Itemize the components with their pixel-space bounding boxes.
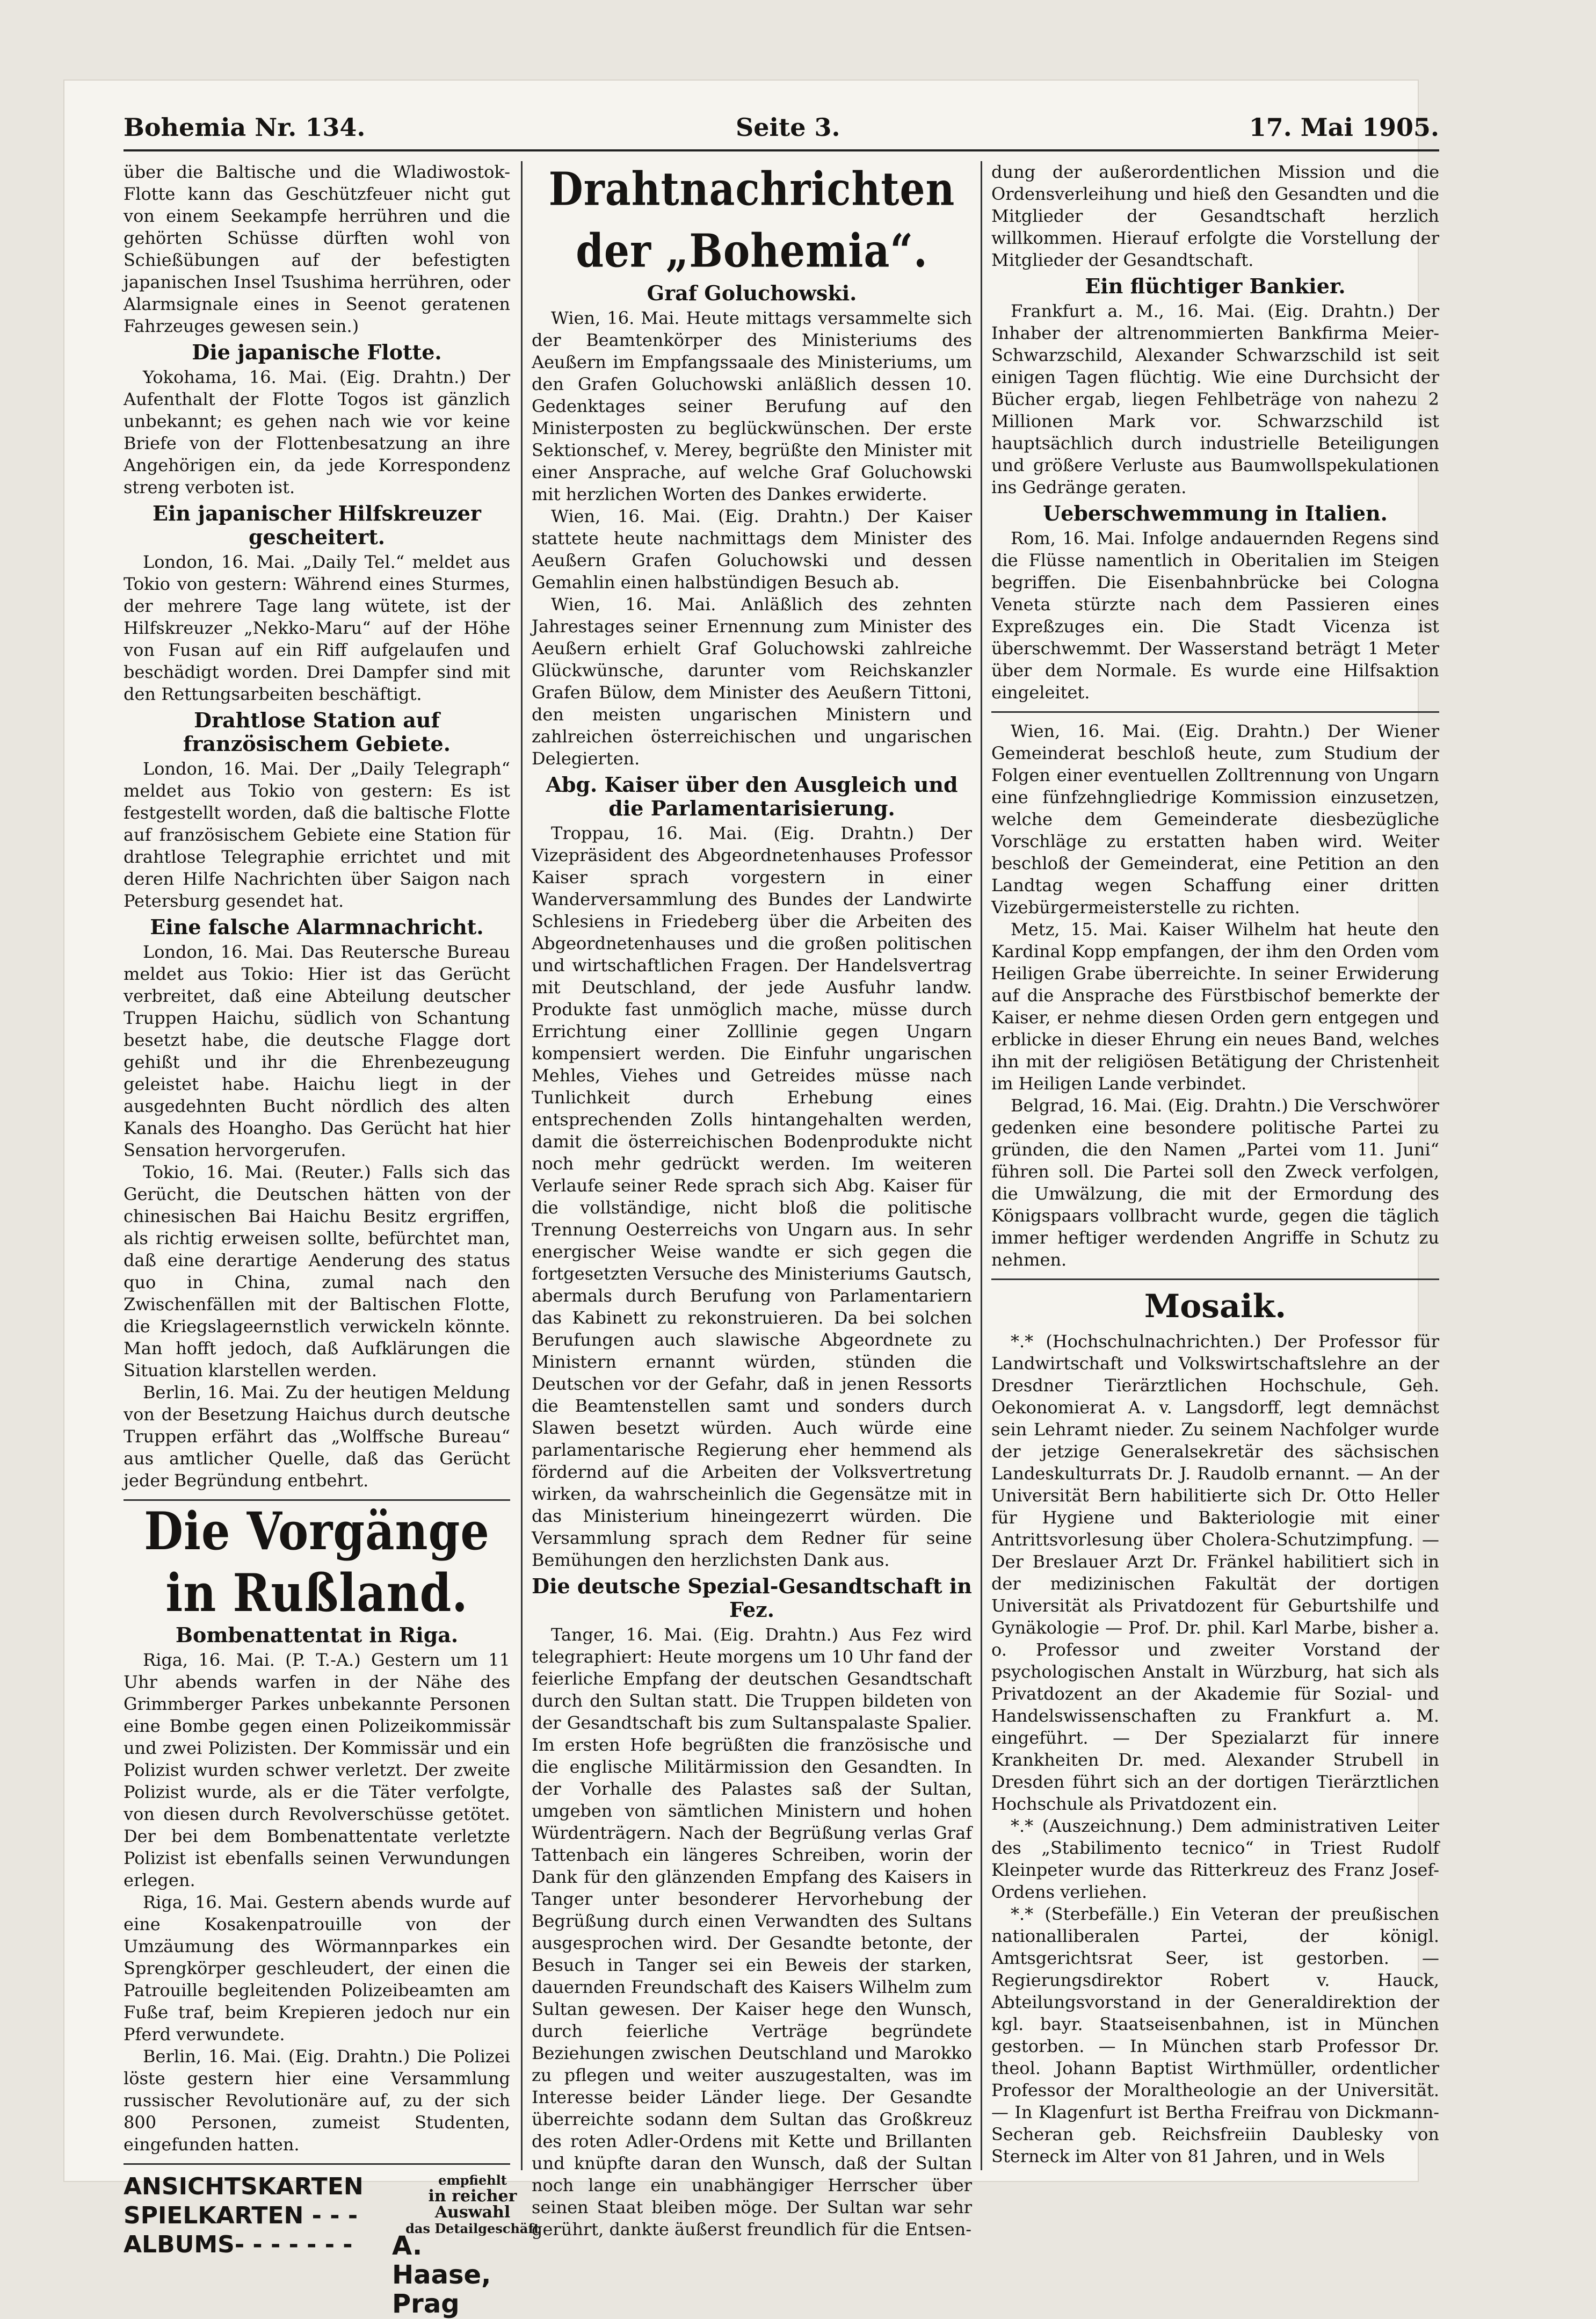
ad-line: SPIELKARTEN - - - [124,2202,358,2229]
column-divider [521,161,523,2170]
article-text: Berlin, 16. Mai. (Eig. Drahtn.) Die Polizei löste gestern hier eine Versammlung russischer Revolutionäre auf, zu der sich 800 Personen, zumeist Studenten, eingefunden hatten. [124,2046,510,2155]
article-heading: Die deutsche Spezial-Gesandtschaft in Fez. [532,1574,972,1622]
article-text: Wien, 16. Mai. (Eig. Drahtn.) Der Kaiser stattete heute nachmittags dem Minister des Aeußern Grafen Goluchowski und dessen Gemahlin einen halbstündigen Besuch ab. [532,506,972,593]
article-heading: Bombenattentat in Riga. [175,1623,459,1647]
article-text: Tanger, 16. Mai. (Eig. Drahtn.) Aus Fez wird telegraphiert: Heute morgens um 10 Uhr fand der feierliche Empfang der deutschen Gesandtschaft durch den Sultan statt. Die Truppen bildeten von der Gesandtschaft bis zum Sultanspalaste Spalier. Im ersten Hofe begrüßten die französische und die englische Militärmission den Gesandten. In der Vorhalle des Palastes saß der Sultan, umgeben von sämtlichen Ministern und hohen Würdenträgern. Nach der Begrüßung verlas Graf Tattenbach ein längeres Schreiben, worin der Dank für den glänzenden Empfang des Kaisers in Tanger unter besonderer Hervorhebung der Begrüßung durch einen Verwandten des Sultans ausgesprochen wird. Der Gesandte betonte, der Besuch in Tanger sei ein Beweis der starken, dauernden Freundschaft des Kaisers Wilhelm zum Sultan gewesen. Der Kaiser hege den Wunsch, durch feierliche Verträge begründete Beziehungen zwischen Deutschland und Marokko zu pflegen und weiter auszugestalten, was im Interesse beider Länder liege. Der Gesandte überreichte sodann dem Sultan das Großkreuz des roten Adler-Ordens mit Kette und Brillanten und knüpfte daran den Wunsch, daß der Sultan noch lange ein unabhängiger Herrscher über seinen Staat bleiben möge. Der Sultan war sehr gerührt, dankte äußerst freundlich für die Entsen- [532,1624,972,2239]
article-text: Berlin, 16. Mai. Zu der heutigen Meldung von der Besetzung Haichus durch deutsche Truppen erfährt das „Wolffsche Bureau“ aus amtlicher Quelle, daß das Gerücht jeder Begründung entbehrt. [124,1382,510,1491]
article-text: Wien, 16. Mai. Heute mittags versammelte sich der Beamtenkörper des Ministeriums des Aeußern im Empfangssaale des Ministeriums, um den Grafen Goluchowski anläßlich dessen 10. Gedenktages seiner Berufung auf den Ministerposten zu beglückwünschen. Der erste Sektionschef, v. Merey, begrüßte den Minister mit einer Ansprache, auf welche Graf Goluchowski mit herzlichen Worten des Dankes erwiderte. [532,308,972,504]
ad-firm-name: A. Haase, Prag [392,2231,491,2319]
article-heading: Graf Goluchowski. [647,281,857,305]
section-rule [991,1278,1439,1280]
article-text: Tokio, 16. Mai. (Reuter.) Falls sich das Gerücht, die Deutschen hätten von der chinesischen Bai Haichu Besitz ergriffen, als richtig erweisen sollte, befürchtet man, daß eine derartige Aenderung des status quo in China, zumal nach den Zwischenfällen mit der Baltischen Flotte, die Kriegslageernstlich verwickeln könnte. Man hofft jedoch, daß Aufklärungen die Situation klarstellen werden. [124,1162,510,1381]
article-text: London, 16. Mai. Der „Daily Telegraph“ meldet aus Tokio von gestern: Es ist festgestellt worden, daß die baltische Flotte auf französischem Gebiete eine Station für drahtlose Telegraphie errichtet und mit deren Hilfe Nachrichten über Saigon nach Petersburg gesendet hat. [124,758,510,911]
ad-tagline-line: in reicher Auswahl [428,2187,517,2222]
ad-products [124,2172,364,2259]
header-rule [124,149,1439,151]
article-text: London, 16. Mai. Das Reutersche Bureau meldet aus Tokio: Hier ist das Gerücht verbreitet, daß eine Abteilung deutscher Truppen Haichu, südlich von Schantung besetzt habe, die deutsche Flagge dort gehißt und ihr die Ehrenbezeugung geleistet habe. Haichu liegt in der ausgedehnten Bucht nördlich des alten Kanals des Hoangho. Das Gerücht hat hier Sensation hervorgerufen. [124,942,510,1160]
section-title: Mosaik. [1144,1288,1287,1325]
section-rule [991,711,1439,713]
article-text: Riga, 16. Mai. Gestern abends wurde auf eine Kosakenpatrouille von der Umzäumung des Wörmannparkes ein Sprengkörper geschleudert, der einen die Patrouille begleitenden Polizeibeamten am Fuße traf, beim Krepieren jedoch nur ein Pferd verwundete. [124,1892,510,2045]
article-heading: Abg. Kaiser über den Ausgleich und die Parlamentarisierung. [546,772,958,820]
ad-tagline [403,2172,542,2237]
article-text: *.* (Sterbefälle.) Ein Veteran der preußischen nationalliberalen Partei, der königl. Amtsgerichtsrat Seer, ist gestorben. — Regierungsdirektor Robert v. Hauck, Abteilungsvorstand in der Generaldirektion der kgl. bayr. Staatseisenbahnen, ist in München gestorben. — In München starb Professor Dr. theol. Johann Baptist Wirthmüller, ordentlicher Professor der Moraltheologie an der Universität. — In Klagenfurt ist Bertha Freifrau von Dickmann-Secheran geb. Reichsfreiin Daublesky von Sterneck im Alter von 81 Jahren, und in Wels [991,1904,1439,2166]
article-text: über die Baltische und die Wladiwostok-Flotte kann das Geschützfeuer nicht gut von einem Seekampfe herrühren und die gehörten Schüsse dürften wohl von Schießübungen auf der befestigten japanischen Insel Tsushima herrühren, oder Alarmsignale eines in Seenot geratenen Fahrzeuges gewesen sein.) [124,162,510,336]
article-text: Yokohama, 16. Mai. (Eig. Drahtn.) Der Aufenthalt der Flotte Togos ist gänzlich unbekannt; es gehen nach wie vor keine Briefe von der Flottenbesatzung an ihre Angehörigen ein, da jede Korrespondenz streng verboten ist. [124,367,510,497]
article-text: Riga, 16. Mai. (P. T.-A.) Gestern um 11 Uhr abends warfen in der Nähe des Grimmberger Parkes unbekannte Personen eine Bombe gegen einen Polizeikommissär und zwei Polizisten. Der Kommissär und ein Polizist wurden schwer verletzt. Der zweite Polizist wurde, als er die Täter verfolgte, von diesen durch Revolverschüsse getötet. Der bei dem Bombenattentate verletzte Polizist ist ebenfalls seinen Verwundungen erlegen. [124,1650,510,1890]
page-number: Seite 3. [736,113,840,142]
advertisement [124,2172,540,2319]
article-text: Frankfurt a. M., 16. Mai. (Eig. Drahtn.) Der Inhaber der altrenommierten Bankfirma Meier-Schwarzschild, Alexander Schwarzschild ist seit einigen Tagen flüchtig. Wie eine Durchsicht der Bücher ergab, liegen Fehlbeträge von nahezu 2 Millionen Mark vor. Schwarzschild ist hauptsächlich durch industrielle Beteiligungen und größere Verluste aus Baumwollspekulationen ins Gedränge geraten. [991,301,1439,497]
section-title: Die Vorgänge in Rußland. [144,1500,490,1623]
article-heading: Die japanische Flotte. [192,340,442,364]
article-text: Wien, 16. Mai. Anläßlich des zehnten Jahrestages seiner Ernennung zum Minister des Aeußern erhielt Graf Goluchowski zahlreiche Glückwünsche, darunter vom Reichskanzler Grafen Bülow, dem Minister des Aeußern Tittoni, den meisten ungarischen Ministern und zahlreichen österreichischen und ungarischen Delegierten. [532,594,972,769]
article-text: Rom, 16. Mai. Infolge andauernden Regens sind die Flüsse namentlich in Oberitalien im Steigen begriffen. Die Eisenbahnbrücke bei Cologna Veneta stürzte nach dem Passieren eines Expreßzuges ein. Die Stadt Vicenza ist überschwemmt. Der Wasserstand beträgt 1 Meter über dem Normale. Es wurde eine Hilfsaktion eingeleitet. [991,528,1439,703]
article-text: *.* (Auszeichnung.) Dem administrativen Leiter des „Stabilimento tecnico“ in Triest Rudolf Kleinpeter wurde das Ritterkreuz des Franz Josef-Ordens verliehen. [991,1816,1439,1902]
section-rule [124,2163,510,2165]
article-heading: Ein flüchtiger Bankier. [1085,274,1346,298]
column-right [991,161,1439,2168]
article-heading: Ueberschwemmung in Italien. [1043,501,1388,525]
article-heading: Eine falsche Alarmnachricht. [150,915,484,939]
ad-tagline-line: das Detailgeschäft [405,2221,540,2236]
article-heading: Drahtlose Station auf französischem Gebiete. [183,708,451,756]
issue-number: Bohemia Nr. 134. [124,113,366,142]
column-left [124,161,540,2319]
column-divider [981,161,982,2170]
page-header [124,102,1439,150]
issue-date: 17. Mai 1905. [1249,113,1439,142]
ad-tagline-line: empfiehlt [438,2172,507,2188]
article-text: dung der außerordentlichen Mission und die Ordensverleihung und hieß den Gesandten und die Mitglieder der Gesandtschaft herzlich willkommen. Hierauf erfolgte die Vorstellung der Mitglieder der Gesandtschaft. [991,162,1439,270]
column-middle [532,161,972,2241]
newspaper-page [64,81,1439,2319]
article-text: Metz, 15. Mai. Kaiser Wilhelm hat heute den Kardinal Kopp empfangen, der ihm den Orden vom Heiligen Grabe überreichte. In seiner Erwiderung auf die Ansprache des Fürstbischof bemerkte der Kaiser, er nehme diesen Orden gern entgegen und erblicke in dieser Ehrung ein neues Band, welches ihn mit der religiösen Betätigung der Christenheit im Heiligen Lande verbindet. [991,919,1439,1094]
article-text: London, 16. Mai. „Daily Tel.“ meldet aus Tokio von gestern: Während eines Sturmes, der mehrere Tage lang wütete, ist der Hilfskreuzer „Nekko-Maru“ auf der Höhe von Fusan auf ein Riff aufgelaufen und beschädigt worden. Drei Dampfer sind mit den Rettungsarbeiten beschäftigt. [124,552,510,704]
ad-line: ALBUMS- - - - - - - [124,2231,353,2258]
article-text: *.* (Hochschulnachrichten.) Der Professor für Landwirtschaft und Volkswirtschaftslehre an der Dresdner Tierärztlichen Hochschule, Geh. Oekonomierat A. v. Langsdorff, legt demnächst sein Lehramt nieder. Zu seinem Nachfolger wurde der jetzige Generalsekretär des sächsischen Landeskulturrats Dr. J. Raudolb ernannt. — An der Universität Bern habilitierte sich Dr. Otto Heller für Hygiene und Bakteriologie mit einer Antrittsvorlesung über Cholera-Schutzimpfung. — Der Breslauer Arzt Dr. Fränkel habilitiert sich in der medizinischen Fakultät der dortigen Universität als Privatdozent für Geburtshilfe und Gynäkologie — Prof. Dr. phil. Karl Marbe, bisher a. o. Professor und zweiter Vorstand der psychologischen Anstalt in Würzburg, hat sich als Privatdozent an der Akademie für Sozial- und Handelswissenschaften zu Frankfurt a. M. eingeführt. — Der Spezialarzt für innere Krankheiten Dr. med. Alexander Strubell in Dresden führt sich an der dortigen Tierärztlichen Hochschule als Privatdozent ein. [991,1331,1439,1814]
article-text: Belgrad, 16. Mai. (Eig. Drahtn.) Die Verschwörer gedenken eine besondere politische Partei zu gründen, die den Namen „Partei vom 11. Juni“ führen soll. Die Partei soll den Zweck verfolgen, die Umwälzung, die mit der Ermordung des Königspaars vollbracht wurde, gegen die täglich immer heftiger werdenden Angriffe in Schutz zu nehmen. [991,1095,1439,1270]
ad-line: ANSICHTSKARTEN [124,2173,364,2200]
article-heading: Ein japanischer Hilfskreuzer gescheitert. [153,501,481,549]
article-text: Troppau, 16. Mai. (Eig. Drahtn.) Der Vizepräsident des Abgeordnetenhauses Professor Kaiser sprach vorgestern in einer Wanderversammlung des Bundes der Landwirte Schlesiens in Friedeberg über die Arbeiten des Abgeordnetenhauses und die großen politischen und wirtschaftlichen Fragen. Der Handelsvertrag mit Deutschland, der jede Ausfuhr landw. Produkte fast unmöglich mache, müsse durch Errichtung einer Zolllinie gegen Ungarn kompensiert werden. Die Einfuhr ungarischen Mehles, Viehes und Getreides müsse nach Tunlichkeit durch Erhebung eines entsprechenden Zolls hintangehalten werden, damit die österreichischen Bodenprodukte nicht noch mehr gedrückt werden. Im weiteren Verlaufe seiner Rede sprach sich Abg. Kaiser für die vollständige, nicht bloß die politische Trennung Oesterreichs von Ungarn aus. In sehr energischer Weise wandte er sich gegen die fortgesetzten Versuche des Ministeriums Gautsch, abermals durch Berufung von Parlamentariern das Kabinett zu rekonstruieren. Da bei solchen Berufungen auch slawische Abgeordnete zu Ministern ernannt würden, stünden die Deutschen vor der Gefahr, daß in jenen Ressorts die Beamtenstellen samt und sonders durch Slawen besetzt würden. Auch würde eine parlamentarische Regierung eher hemmend als fördernd auf die Arbeiten der Volksvertretung wirken, da wahrscheinlich die Gegensätze mit in das Ministerium hineingezerrt würden. Die Versammlung sprach dem Redner für seine Bemühungen den herzlichsten Dank aus. [532,823,972,1570]
article-text: Wien, 16. Mai. (Eig. Drahtn.) Der Wiener Gemeinderat beschloß heute, zum Studium der Folgen einer eventuellen Zolltrennung von Ungarn eine fünfzehngliedrige Kommission einzusetzen, welche dem Gemeinderate diesbezügliche Vorschläge zu erstatten haben wird. Weiter beschloß der Gemeinderat, eine Petition an den Landtag wegen Schaffung einer dritten Vizebürgermeisterstelle zu richten. [991,721,1439,918]
section-title: Drahtnachrichten der „Bohemia“. [548,163,955,278]
